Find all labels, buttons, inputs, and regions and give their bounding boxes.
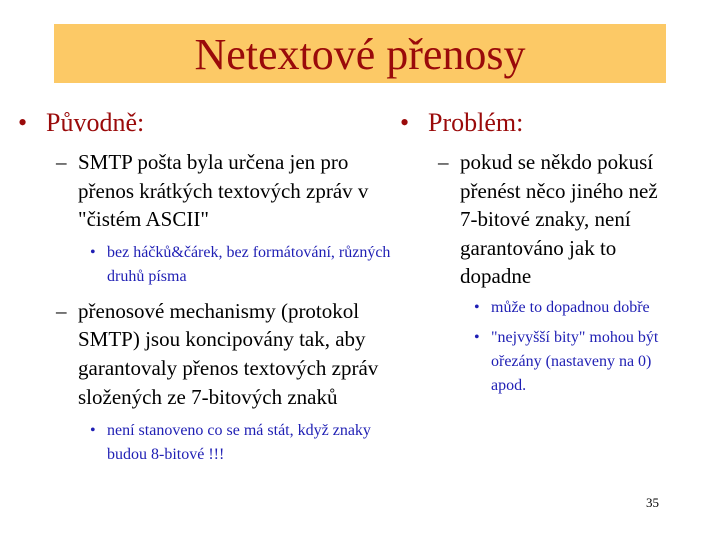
- bullet-icon: •: [90, 243, 96, 261]
- bullet-icon: •: [474, 328, 480, 346]
- right-column: [400, 108, 700, 398]
- sub-list-item: [90, 419, 403, 467]
- list-item-text: pokud se někdo pokusí přenést něco jiného než 7-bitové znaky, není garantováno jak to dopadne: [460, 150, 658, 289]
- left-column: [18, 108, 403, 467]
- bullet-icon: •: [18, 108, 28, 137]
- sub-list-item: [90, 241, 403, 289]
- sub-list-item-text: není stanoveno co se má stát, když znaky budou 8-bitové !!!: [107, 422, 371, 464]
- sub-list-item: [474, 326, 700, 398]
- page-number: 35: [646, 495, 659, 510]
- list-item: [438, 148, 700, 291]
- list-item-text: SMTP pošta byla určena jen pro přenos krátkých textových zpráv v "čistém ASCII": [78, 150, 369, 232]
- sub-list-item: [474, 296, 700, 320]
- dash-icon: –: [56, 298, 67, 323]
- list-item: [56, 148, 403, 234]
- dash-icon: –: [438, 150, 449, 174]
- sub-list-item-text: bez háčků&čárek, bez formátování, různých druhů písma: [107, 243, 391, 285]
- bullet-icon: •: [90, 422, 96, 440]
- right-heading-row: [400, 108, 700, 138]
- bullet-icon: •: [400, 108, 410, 137]
- list-item-text: přenosové mechanismy (protokol SMTP) jsou koncipovány tak, aby garantovaly přenos textových zpráv složených ze 7-bitových znaků: [78, 298, 379, 409]
- title-bar: [54, 24, 666, 83]
- left-heading: Původně:: [46, 108, 145, 137]
- left-heading-row: [18, 108, 403, 138]
- right-heading: Problém:: [428, 108, 524, 137]
- list-item: [56, 297, 403, 411]
- dash-icon: –: [56, 150, 67, 174]
- sub-list-item-text: "nejvyšší bity" mohou být ořezány (nastaveny na 0) apod.: [491, 328, 659, 394]
- bullet-icon: •: [474, 298, 480, 316]
- sub-list-item-text: může to dopadnou dobře: [491, 298, 650, 316]
- slide-title: Netextové přenosy: [194, 29, 526, 79]
